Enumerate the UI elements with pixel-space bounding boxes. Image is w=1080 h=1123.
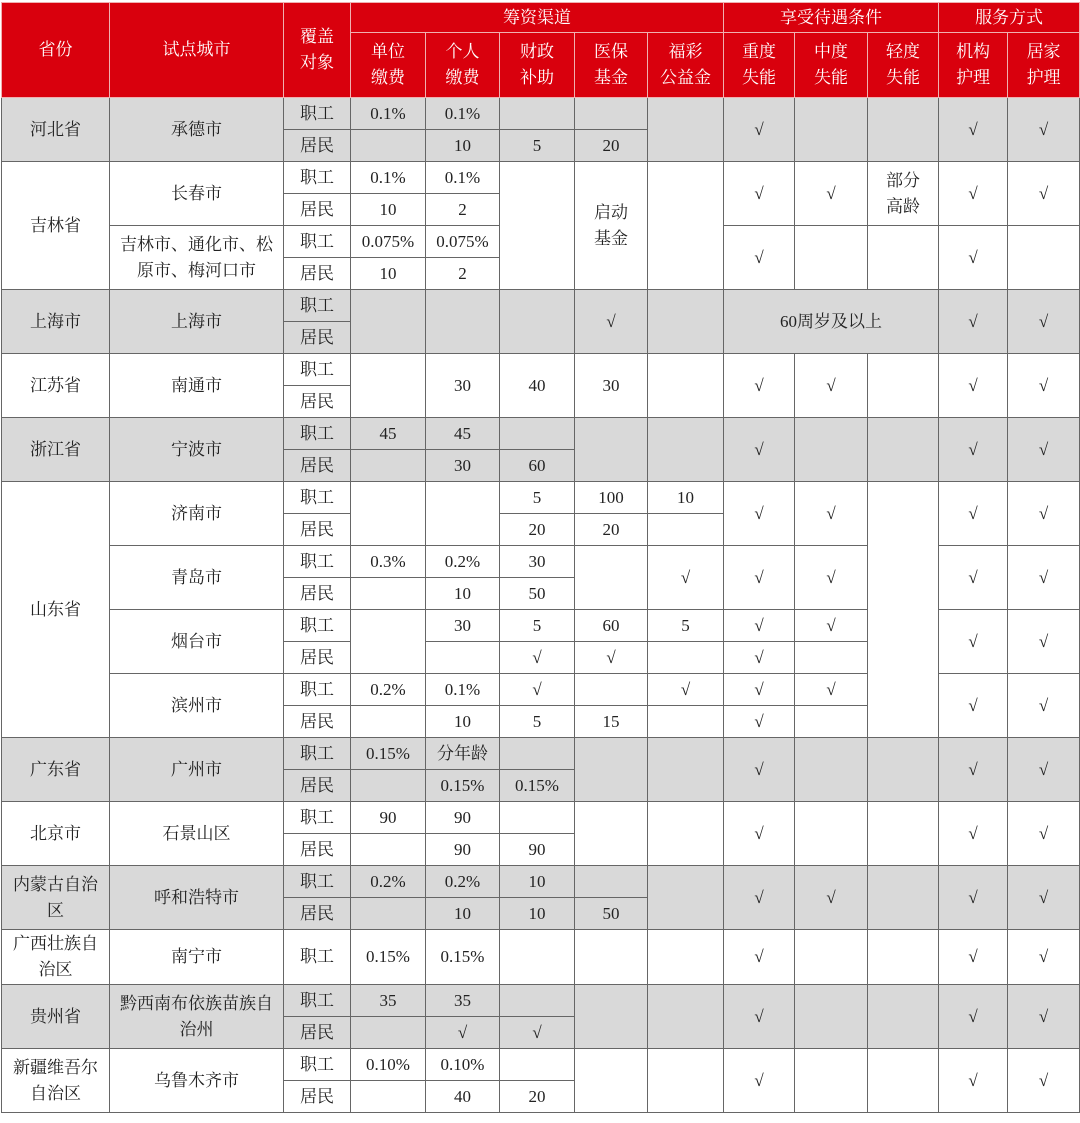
table-cell: [500, 802, 575, 834]
table-row: [2, 985, 1080, 1017]
table-row: [2, 290, 1080, 322]
table-cell: 45: [351, 418, 426, 450]
table-cell: 职工: [284, 98, 351, 130]
check-mark-cell: √: [648, 546, 724, 610]
table-cell: [868, 930, 939, 985]
table-cell: 15: [575, 706, 648, 738]
table-cell: 50: [575, 898, 648, 930]
table-cell: [868, 98, 939, 162]
table-cell: 35: [351, 985, 426, 1017]
table-cell: 职工: [284, 930, 351, 985]
table-cell: 10: [426, 130, 500, 162]
table-cell: [795, 226, 868, 290]
table-cell: [648, 985, 724, 1049]
table-cell: 10: [351, 258, 426, 290]
table-cell: 居民: [284, 1017, 351, 1049]
header-institutional-care: 机构 护理: [939, 33, 1008, 98]
table-cell: 部分 高龄: [868, 162, 939, 226]
check-mark-cell: √: [724, 482, 795, 546]
check-mark-cell: √: [939, 290, 1008, 354]
table-cell: 烟台市: [110, 610, 284, 674]
table-cell: [868, 226, 939, 290]
table-cell: [795, 802, 868, 866]
check-mark-cell: √: [795, 162, 868, 226]
table-cell: [795, 706, 868, 738]
table-cell: 吉林市、通化市、松 原市、梅河口市: [110, 226, 284, 290]
check-mark-cell: √: [795, 482, 868, 546]
header-funding-channels: 筹资渠道: [351, 3, 724, 33]
table-cell: [351, 290, 426, 354]
check-mark-cell: √: [724, 674, 795, 706]
check-mark-cell: √: [939, 674, 1008, 738]
header-province: 省份: [2, 3, 110, 98]
table-cell: 0.075%: [426, 226, 500, 258]
table-cell: 山东省: [2, 482, 110, 738]
table-cell: 60: [500, 450, 575, 482]
table-cell: 40: [426, 1081, 500, 1113]
table-cell: 居民: [284, 642, 351, 674]
table-cell: [351, 1017, 426, 1049]
table-cell: [351, 834, 426, 866]
check-mark-cell: √: [795, 866, 868, 930]
check-mark-cell: √: [795, 546, 868, 610]
table-cell: 南宁市: [110, 930, 284, 985]
table-cell: [500, 930, 575, 985]
table-row: [2, 98, 1080, 130]
table-cell: [575, 930, 648, 985]
check-mark-cell: √: [1008, 1049, 1080, 1113]
table-cell: 职工: [284, 866, 351, 898]
table-cell: 长春市: [110, 162, 284, 226]
table-cell: [868, 738, 939, 802]
table-cell: 新疆维吾尔 自治区: [2, 1049, 110, 1113]
table-cell: [351, 130, 426, 162]
table-cell: 内蒙古自治 区: [2, 866, 110, 930]
table-row: [2, 418, 1080, 450]
check-mark-cell: √: [1008, 290, 1080, 354]
table-cell: 90: [426, 834, 500, 866]
header-coverage: 覆盖 对象: [284, 3, 351, 98]
table-body: [2, 98, 1080, 1113]
table-cell: [795, 418, 868, 482]
check-mark-cell: √: [939, 866, 1008, 930]
table-cell: [575, 985, 648, 1049]
table-cell: 职工: [284, 985, 351, 1017]
table-row: [2, 1049, 1080, 1081]
check-mark-cell: √: [795, 674, 868, 706]
table-cell: [795, 98, 868, 162]
header-fiscal-subsidy: 财政 补助: [500, 33, 575, 98]
table-cell: 10: [426, 898, 500, 930]
header-medical-insurance-fund: 医保 基金: [575, 33, 648, 98]
check-mark-cell: √: [724, 738, 795, 802]
table-cell: 0.2%: [426, 546, 500, 578]
header-severe-disability: 重度 失能: [724, 33, 795, 98]
check-mark-cell: √: [500, 642, 575, 674]
table-cell: 职工: [284, 546, 351, 578]
check-mark-cell: √: [1008, 930, 1080, 985]
table-cell: 20: [575, 130, 648, 162]
table-cell: 启动 基金: [575, 162, 648, 290]
table-cell: 居民: [284, 898, 351, 930]
table-cell: 5: [500, 706, 575, 738]
table-cell: 20: [500, 514, 575, 546]
check-mark-cell: √: [724, 985, 795, 1049]
check-mark-cell: √: [500, 1017, 575, 1049]
check-mark-cell: √: [724, 546, 795, 610]
check-mark-cell: √: [724, 706, 795, 738]
table-cell: [868, 418, 939, 482]
table-cell: 浙江省: [2, 418, 110, 482]
table-cell: 0.1%: [426, 674, 500, 706]
table-cell: [426, 482, 500, 546]
table-cell: 5: [648, 610, 724, 642]
table-cell: 10: [426, 706, 500, 738]
check-mark-cell: √: [1008, 674, 1080, 738]
table-cell: 济南市: [110, 482, 284, 546]
check-mark-cell: √: [1008, 354, 1080, 418]
table-cell: [500, 162, 575, 290]
table-row: [2, 162, 1080, 194]
check-mark-cell: √: [795, 354, 868, 418]
table-cell: 职工: [284, 354, 351, 386]
table-cell: [351, 482, 426, 546]
table-cell: 居民: [284, 706, 351, 738]
check-mark-cell: √: [724, 162, 795, 226]
table-cell: [575, 546, 648, 610]
table-cell: [351, 770, 426, 802]
table-cell: 10: [426, 578, 500, 610]
table-cell: 10: [351, 194, 426, 226]
table-cell: 10: [500, 866, 575, 898]
check-mark-cell: √: [724, 226, 795, 290]
check-mark-cell: √: [724, 802, 795, 866]
check-mark-cell: √: [939, 738, 1008, 802]
table-cell: 20: [500, 1081, 575, 1113]
table-cell: [868, 1049, 939, 1113]
table-cell: 职工: [284, 802, 351, 834]
table-cell: 90: [426, 802, 500, 834]
table-cell: 分年龄: [426, 738, 500, 770]
table-cell: 居民: [284, 578, 351, 610]
table-cell: 30: [426, 610, 500, 642]
check-mark-cell: √: [795, 610, 868, 642]
table-cell: 0.075%: [351, 226, 426, 258]
header-employer-contribution: 单位 缴费: [351, 33, 426, 98]
table-cell: [351, 578, 426, 610]
table-cell: 居民: [284, 322, 351, 354]
table-cell: 60: [575, 610, 648, 642]
table-cell: 0.2%: [426, 866, 500, 898]
table-cell: 30: [426, 354, 500, 418]
check-mark-cell: √: [939, 1049, 1008, 1113]
check-mark-cell: √: [724, 866, 795, 930]
table-cell: [426, 642, 500, 674]
table-cell: 宁波市: [110, 418, 284, 482]
table-row: [2, 866, 1080, 898]
table-cell: 呼和浩特市: [110, 866, 284, 930]
check-mark-cell: √: [724, 642, 795, 674]
ltc-insurance-pilot-table: [1, 2, 1080, 1113]
table-header: [2, 3, 1080, 98]
table-cell: 10: [648, 482, 724, 514]
table-cell: 0.2%: [351, 866, 426, 898]
table-cell: [648, 866, 724, 930]
table-cell: [648, 290, 724, 354]
table-cell: [648, 738, 724, 802]
check-mark-cell: √: [724, 610, 795, 642]
check-mark-cell: √: [1008, 162, 1080, 226]
table-cell: 10: [500, 898, 575, 930]
table-cell: 100: [575, 482, 648, 514]
check-mark-cell: √: [1008, 866, 1080, 930]
table-cell: [868, 866, 939, 930]
table-cell: 居民: [284, 514, 351, 546]
table-cell: 90: [351, 802, 426, 834]
header-pilot-city: 试点城市: [110, 3, 284, 98]
table-cell: 5: [500, 482, 575, 514]
table-cell: [575, 1049, 648, 1113]
check-mark-cell: √: [575, 290, 648, 354]
table-cell: 0.1%: [351, 98, 426, 130]
table-cell: 黔西南布依族苗族自 治州: [110, 985, 284, 1049]
table-cell: 0.15%: [500, 770, 575, 802]
table-cell: [500, 98, 575, 130]
table-cell: 吉林省: [2, 162, 110, 290]
table-cell: [500, 738, 575, 770]
table-cell: [351, 1081, 426, 1113]
table-cell: 2: [426, 194, 500, 226]
check-mark-cell: √: [1008, 738, 1080, 802]
table-cell: 0.10%: [426, 1049, 500, 1081]
table-cell: 职工: [284, 418, 351, 450]
table-cell: 5: [500, 130, 575, 162]
table-cell: 石景山区: [110, 802, 284, 866]
check-mark-cell: √: [939, 802, 1008, 866]
check-mark-cell: √: [939, 930, 1008, 985]
table-cell: 5: [500, 610, 575, 642]
table-cell: 30: [426, 450, 500, 482]
table-cell: 乌鲁木齐市: [110, 1049, 284, 1113]
table-cell: 职工: [284, 674, 351, 706]
header-home-care: 居家 护理: [1008, 33, 1080, 98]
table-cell: [575, 674, 648, 706]
table-cell: 20: [575, 514, 648, 546]
table-cell: 北京市: [2, 802, 110, 866]
table-cell: 45: [426, 418, 500, 450]
table-cell: 职工: [284, 162, 351, 194]
table-row: [2, 802, 1080, 834]
check-mark-cell: √: [1008, 610, 1080, 674]
table-cell: [575, 418, 648, 482]
check-mark-cell: √: [939, 985, 1008, 1049]
table-cell: 上海市: [110, 290, 284, 354]
table-cell: 40: [500, 354, 575, 418]
table-cell: [575, 98, 648, 130]
check-mark-cell: √: [1008, 482, 1080, 546]
check-mark-cell: √: [939, 98, 1008, 162]
table-cell: [795, 1049, 868, 1113]
table-cell: 河北省: [2, 98, 110, 162]
table-cell: [648, 418, 724, 482]
table-cell: [575, 866, 648, 898]
table-cell: [575, 738, 648, 802]
table-cell: [868, 802, 939, 866]
table-row: [2, 482, 1080, 514]
check-mark-cell: √: [939, 162, 1008, 226]
check-mark-cell: √: [1008, 546, 1080, 610]
check-mark-cell: √: [500, 674, 575, 706]
check-mark-cell: √: [724, 418, 795, 482]
table-cell: 60周岁及以上: [724, 290, 939, 354]
table-cell: 30: [575, 354, 648, 418]
table-cell: [868, 482, 939, 738]
table-cell: 居民: [284, 258, 351, 290]
table-cell: [351, 354, 426, 418]
check-mark-cell: √: [575, 642, 648, 674]
table-cell: [1008, 226, 1080, 290]
table-cell: [500, 1049, 575, 1081]
check-mark-cell: √: [939, 354, 1008, 418]
table-cell: [868, 985, 939, 1049]
check-mark-cell: √: [1008, 985, 1080, 1049]
check-mark-cell: √: [939, 226, 1008, 290]
check-mark-cell: √: [426, 1017, 500, 1049]
header-welfare-lottery: 福彩 公益金: [648, 33, 724, 98]
table-cell: 居民: [284, 770, 351, 802]
table-cell: 职工: [284, 226, 351, 258]
table-cell: 职工: [284, 1049, 351, 1081]
table-cell: 居民: [284, 834, 351, 866]
header-eligibility: 享受待遇条件: [724, 3, 939, 33]
table-cell: 0.1%: [426, 162, 500, 194]
check-mark-cell: √: [1008, 98, 1080, 162]
table-cell: 居民: [284, 194, 351, 226]
table-row: [2, 354, 1080, 386]
table-cell: 职工: [284, 610, 351, 642]
table-cell: [648, 1049, 724, 1113]
table-cell: [351, 450, 426, 482]
table-cell: 2: [426, 258, 500, 290]
table-cell: [648, 642, 724, 674]
table-cell: 职工: [284, 290, 351, 322]
table-cell: [648, 930, 724, 985]
table-cell: [351, 706, 426, 738]
header-service-mode: 服务方式: [939, 3, 1080, 33]
table-cell: 0.15%: [351, 930, 426, 985]
table-cell: 30: [500, 546, 575, 578]
table-cell: [648, 162, 724, 290]
table-cell: 0.3%: [351, 546, 426, 578]
header-mild-disability: 轻度 失能: [868, 33, 939, 98]
table-cell: 上海市: [2, 290, 110, 354]
table-cell: 职工: [284, 482, 351, 514]
table-cell: 居民: [284, 130, 351, 162]
table-cell: 居民: [284, 1081, 351, 1113]
table-cell: 职工: [284, 738, 351, 770]
check-mark-cell: √: [724, 1049, 795, 1113]
table-row: [2, 738, 1080, 770]
table-cell: [795, 930, 868, 985]
table-cell: [351, 610, 426, 674]
table-cell: [575, 802, 648, 866]
table-cell: 居民: [284, 386, 351, 418]
check-mark-cell: √: [939, 418, 1008, 482]
header-personal-contribution: 个人 缴费: [426, 33, 500, 98]
header-moderate-disability: 中度 失能: [795, 33, 868, 98]
table-cell: 贵州省: [2, 985, 110, 1049]
check-mark-cell: √: [1008, 802, 1080, 866]
check-mark-cell: √: [939, 482, 1008, 546]
check-mark-cell: √: [724, 98, 795, 162]
table-cell: [648, 706, 724, 738]
table-cell: [795, 738, 868, 802]
table-cell: 0.1%: [426, 98, 500, 130]
table-cell: [648, 802, 724, 866]
table-cell: 南通市: [110, 354, 284, 418]
table-cell: 承德市: [110, 98, 284, 162]
table-cell: 0.10%: [351, 1049, 426, 1081]
table-cell: 35: [426, 985, 500, 1017]
check-mark-cell: √: [648, 674, 724, 706]
table-row: [2, 930, 1080, 985]
table-cell: [795, 642, 868, 674]
check-mark-cell: √: [939, 546, 1008, 610]
table-cell: [351, 898, 426, 930]
table-cell: 0.1%: [351, 162, 426, 194]
table-cell: [500, 290, 575, 354]
table-cell: [648, 354, 724, 418]
table-cell: 广州市: [110, 738, 284, 802]
table-cell: 0.15%: [351, 738, 426, 770]
table-cell: 广东省: [2, 738, 110, 802]
table-cell: 90: [500, 834, 575, 866]
table-cell: [500, 985, 575, 1017]
check-mark-cell: √: [724, 930, 795, 985]
table-cell: 居民: [284, 450, 351, 482]
check-mark-cell: √: [1008, 418, 1080, 482]
table-cell: [868, 354, 939, 418]
table-cell: [795, 985, 868, 1049]
table-cell: 广西壮族自 治区: [2, 930, 110, 985]
table-cell: 滨州市: [110, 674, 284, 738]
table-cell: 0.2%: [351, 674, 426, 706]
table-cell: [648, 98, 724, 162]
table-cell: 青岛市: [110, 546, 284, 610]
table-cell: 江苏省: [2, 354, 110, 418]
table-cell: [500, 418, 575, 450]
table-cell: 50: [500, 578, 575, 610]
check-mark-cell: √: [939, 610, 1008, 674]
check-mark-cell: √: [724, 354, 795, 418]
table-cell: 0.15%: [426, 770, 500, 802]
table-cell: [648, 514, 724, 546]
table-cell: [426, 290, 500, 354]
table-cell: 0.15%: [426, 930, 500, 985]
